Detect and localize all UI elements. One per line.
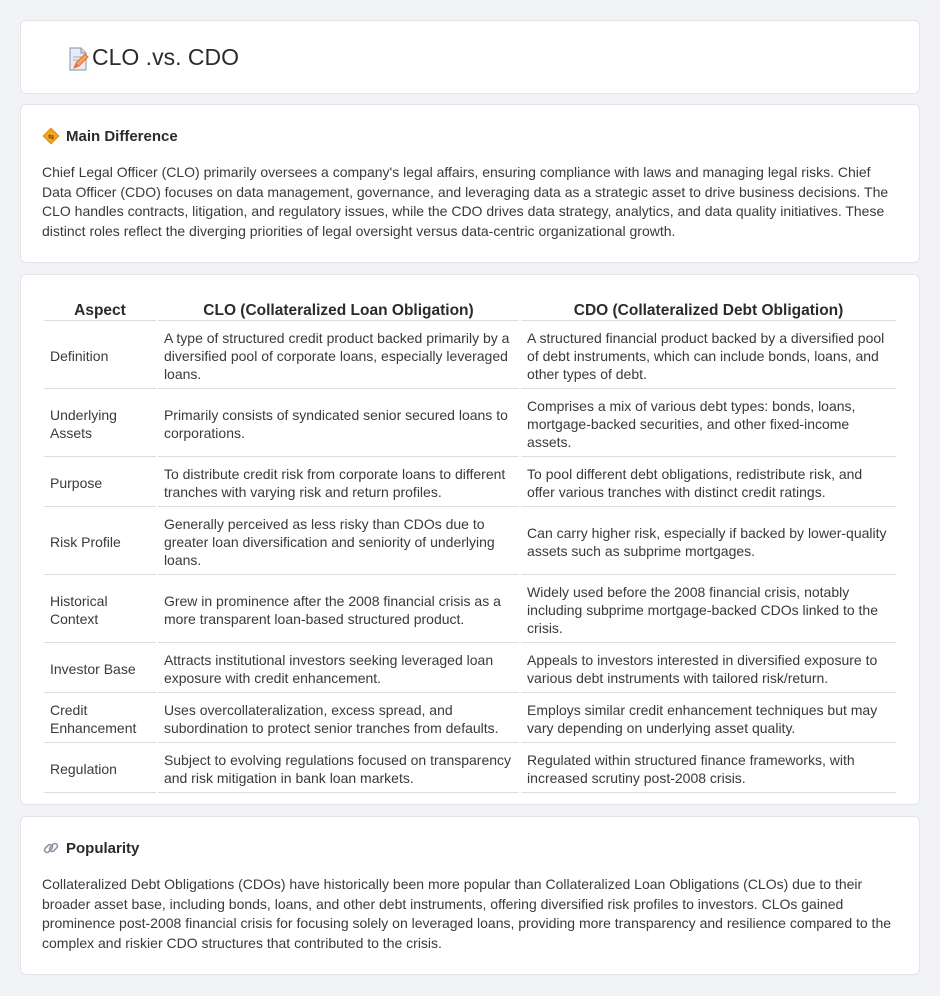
table-row <box>44 745 896 793</box>
table-row <box>44 391 896 457</box>
table-row <box>44 645 896 693</box>
clo-cell: Subject to evolving regulations focused on transparency and risk mitigation in bank loan markets. <box>158 745 519 793</box>
aspect-cell: Regulation <box>44 745 156 793</box>
clo-cell: Uses overcollateralization, excess spread, and subordination to protect senior tranches from defaults. <box>158 695 519 743</box>
clo-cell: Primarily consists of syndicated senior secured loans to corporations. <box>158 391 519 457</box>
table-row <box>44 577 896 643</box>
title-card <box>20 20 920 94</box>
table-row <box>44 323 896 389</box>
comparison-table-card <box>20 274 920 805</box>
header-aspect: Aspect <box>44 297 156 321</box>
cdo-cell: A structured financial product backed by a diversified pool of debt instruments, which can include bonds, loans, and other types of debt. <box>521 323 896 389</box>
aspect-cell: Historical Context <box>44 577 156 643</box>
main-difference-text: Chief Legal Officer (CLO) primarily oversees a company's legal affairs, ensuring compliance with laws and managing legal risks. Chief Data Officer (CDO) focuses on data management, governance, and leveraging data as a strategic asset to drive business decisions. The CLO handles contracts, litigation, and regulatory issues, while the CDO drives data strategy, analytics, and data quality initiatives. These distinct roles reflect the diverging priorities of legal oversight versus data-centric organizational growth. <box>42 164 889 239</box>
clo-cell: A type of structured credit product backed primarily by a diversified pool of corporate loans, especially leveraged loans. <box>158 323 519 389</box>
popularity-text: Collateralized Debt Obligations (CDOs) have historically been more popular than Collateralized Loan Obligations (CLOs) due to their broader asset base, including bonds, loans, and other debt instruments, offering diversified risk profiles to investors. CLOs gained prominence post-2008 financial crisis for focusing solely on leveraged loans, providing more transparency and resilience compared to the complex and riskier CDO structures that contributed to the crisis. <box>42 876 892 951</box>
aspect-cell: Underlying Assets <box>44 391 156 457</box>
cdo-cell: Comprises a mix of various debt types: bonds, loans, mortgage-backed securities, and other fixed-income assets. <box>521 391 896 457</box>
comparison-table <box>42 295 898 795</box>
table-header-row <box>44 297 896 321</box>
main-difference-heading: Main Difference <box>66 127 178 145</box>
aspect-cell: Purpose <box>44 459 156 507</box>
aspect-cell: Definition <box>44 323 156 389</box>
clo-cell: Generally perceived as less risky than CDOs due to greater loan diversification and seniority of underlying loans. <box>158 509 519 575</box>
popularity-heading: Popularity <box>66 839 140 857</box>
document-edit-icon <box>65 46 91 72</box>
clo-cell: Attracts institutional investors seeking leveraged loan exposure with credit enhancement. <box>158 645 519 693</box>
table-row <box>44 695 896 743</box>
popularity-header <box>42 839 139 857</box>
table-row <box>44 509 896 575</box>
header-cdo: CDO (Collateralized Debt Obligation) <box>521 297 896 321</box>
main-difference-header <box>42 127 178 145</box>
aspect-cell: Risk Profile <box>44 509 156 575</box>
link-icon <box>42 839 60 857</box>
clo-cell: Grew in prominence after the 2008 financial crisis as a more transparent loan-based structured product. <box>158 577 519 643</box>
diamond-warning-icon <box>42 127 60 145</box>
cdo-cell: Employs similar credit enhancement techniques but may vary depending on underlying asset quality. <box>521 695 896 743</box>
clo-cell: To distribute credit risk from corporate loans to different tranches with varying risk and return profiles. <box>158 459 519 507</box>
header-clo: CLO (Collateralized Loan Obligation) <box>158 297 519 321</box>
aspect-cell: Credit Enhancement <box>44 695 156 743</box>
svg-text:⇆: ⇆ <box>48 133 54 141</box>
cdo-cell: Appeals to investors interested in diversified exposure to various debt instruments with tailored risk/return. <box>521 645 896 693</box>
cdo-cell: To pool different debt obligations, redistribute risk, and offer various tranches with distinct credit ratings. <box>521 459 896 507</box>
cdo-cell: Widely used before the 2008 financial crisis, notably including subprime mortgage-backed CDOs linked to the crisis. <box>521 577 896 643</box>
table-row <box>44 459 896 507</box>
cdo-cell: Regulated within structured finance frameworks, with increased scrutiny post-2008 crisis. <box>521 745 896 793</box>
page-title: CLO .vs. CDO <box>92 44 239 70</box>
cdo-cell: Can carry higher risk, especially if backed by lower-quality assets such as subprime mortgages. <box>521 509 896 575</box>
popularity-card <box>20 816 920 975</box>
main-difference-card <box>20 104 920 263</box>
aspect-cell: Investor Base <box>44 645 156 693</box>
